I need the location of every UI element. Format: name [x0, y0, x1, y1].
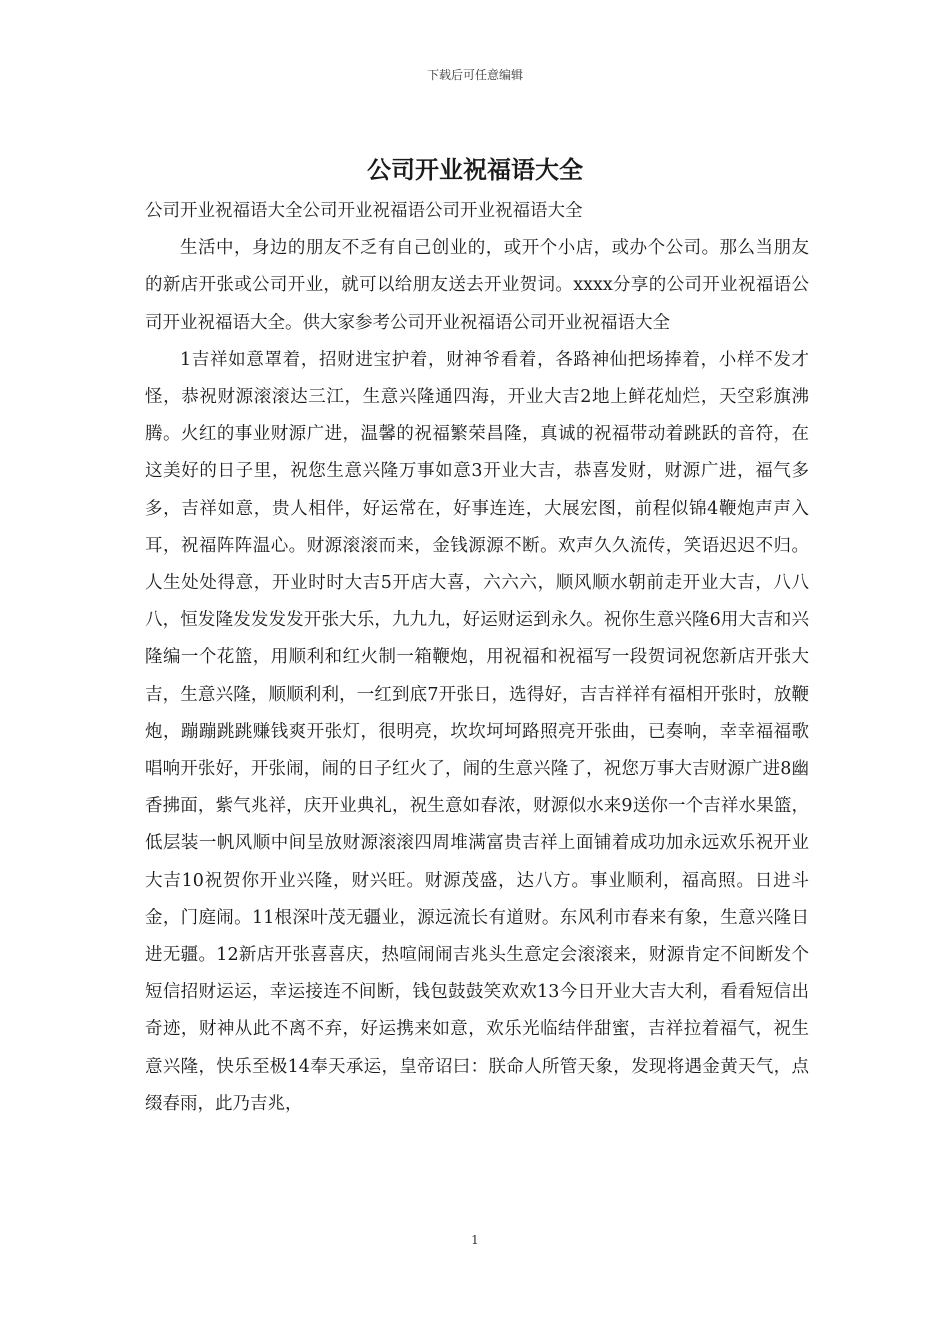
document-body — [145, 193, 809, 1123]
document-title: 公司开业祝福语大全 — [367, 156, 583, 184]
subtitle-paragraph: 公司开业祝福语大全公司开业祝福语公司开业祝福语大全 — [145, 201, 583, 221]
blessings-paragraph: 1吉祥如意罩着，招财进宝护着，财神爷看着，各路神仙把场捧着，小样不发才怪，恭祝财源滚滚达三江，生意兴隆通四海，开业大吉2地上鲜花灿烂，天空彩旗沸腾。火红的事业财源广进，温馨的祝福繁荣昌隆，真诚的祝福带动着跳跃的音符，在这美好的日子里，祝您生意兴隆万事如意3开业大吉，恭喜发财，财源广进，福气多多，吉祥如意，贵人相伴，好运常在，好事连连，大展宏图，前程似锦4鞭炮声声入耳，祝福阵阵温心。财源滚滚而来，金钱源源不断。欢声久久流传，笑语迟迟不归。人生处处得意，开业时时大吉5开店大喜，六六六，顺风顺水朝前走开业大吉，八八八，恒发隆发发发发开张大乐，九九九，好运财运到永久。祝你生意兴隆6用大吉和兴隆编一个花篮，用顺利和红火制一箱鞭炮，用祝福和祝福写一段贺词祝您新店开张大吉，生意兴隆，顺顺利利，一红到底7开张日，选得好，吉吉祥祥有福相开张时，放鞭炮，蹦蹦跳跳赚钱爽开张灯，很明亮，坎坎坷坷路照亮开张曲，已奏响，幸幸福福歌唱响开张好，开张闹，闹的日子红火了，闹的生意兴隆了，祝您万事大吉财源广进8幽香拂面，紫气兆祥，庆开业典礼，祝生意如春浓，财源似水来9送你一个吉祥水果篮，低层装一帆风顺中间呈放财源滚滚四周堆满富贵吉祥上面铺着成功加永远欢乐祝开业大吉10祝贺你开业兴隆，财兴旺。财源茂盛，达八方。事业顺利，福高照。日进斗金，门庭闹。11根深叶茂无疆业，源远流长有道财。东风利市春来有象，生意兴隆日进无疆。12新店开张喜喜庆，热喧闹闹吉兆头生意定会滚滚来，财源肯定不间断发个短信招财运运，幸运接连不间断，钱包鼓鼓笑欢欢13今日开业大吉大利，看看短信出奇迹，财神从此不离不弃，好运携来如意，欢乐光临结伴甜蜜，吉祥拉着福气，祝生意兴隆，快乐至极14奉天承运，皇帝诏曰：朕命人所管天象，发现将遇金黄天气，点缀春雨，此乃吉兆， — [145, 349, 809, 1114]
page-number: 1 — [471, 1233, 479, 1247]
header-note: 下载后可任意编辑 — [426, 68, 523, 82]
intro-paragraph: 生活中，身边的朋友不乏有自己创业的，或开个小店，或办个公司。那么当朋友的新店开张或公司开业，就可以给朋友送去开业贺词。xxxx分享的公司开业祝福语公司开业祝福语大全。供大家参考公司开业祝福语公司开业祝福语大全 — [145, 238, 809, 333]
